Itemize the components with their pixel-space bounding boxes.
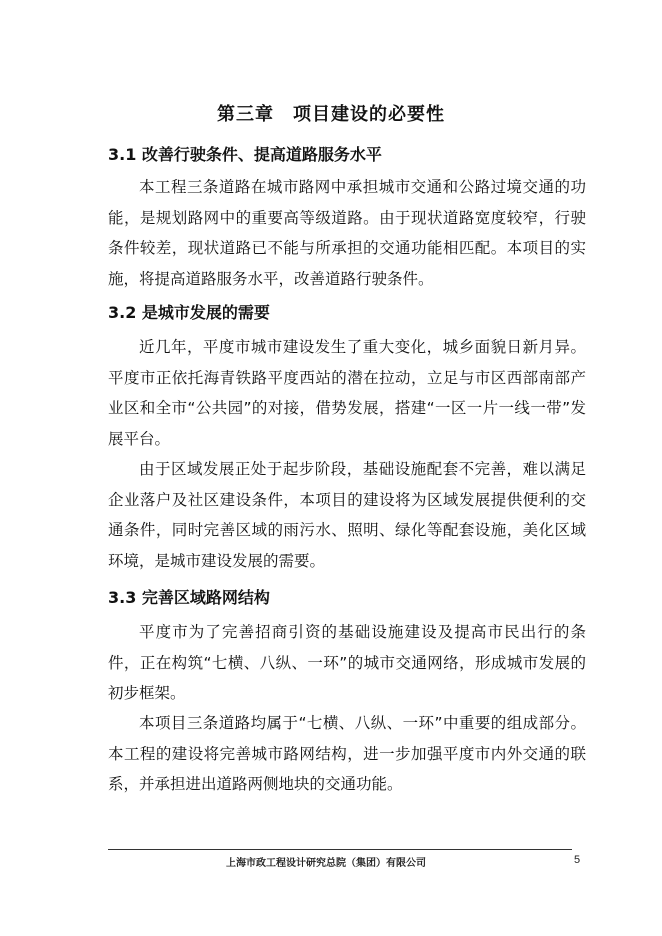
paragraph: 近几年，平度市城市建设发生了重大变化，城乡面貌日新月异。平度市正依托海青铁路平度西站的潜在拉动，立足与市区西部南部产业区和全市“公共园”的对接，借势发展，搭建“一区一片一线一带”发展平台。 bbox=[108, 338, 586, 448]
section-heading-3-1: 3.1 改善行驶条件、提高道路服务水平 bbox=[108, 145, 382, 164]
page-number: 5 bbox=[574, 854, 581, 866]
footer-organization: 上海市政工程设计研究总院（集团）有限公司 bbox=[226, 858, 426, 869]
paragraph: 由于区域发展正处于起步阶段，基础设施配套不完善，难以满足企业落户及社区建设条件，本项目的建设将为区域发展提供便利的交通条件，同时完善区域的雨污水、照明、绿化等配套设施，美化区域环境，是城市建设发展的需要。 bbox=[108, 460, 586, 570]
paragraph: 本项目三条道路均属于“七横、八纵、一环”中重要的组成部分。本工程的建设将完善城市路网结构，进一步加强平度市内外交通的联系，并承担进出道路两侧地块的交通功能。 bbox=[108, 714, 586, 793]
section-heading-3-3: 3.3 完善区域路网结构 bbox=[108, 588, 270, 607]
chapter-title: 第三章 项目建设的必要性 bbox=[217, 104, 445, 125]
paragraph: 平度市为了完善招商引资的基础设施建设及提高市民出行的条件，正在构筑“七横、八纵、一环”的城市交通网络，形成城市发展的初步框架。 bbox=[108, 623, 586, 702]
section-heading-3-2: 3.2 是城市发展的需要 bbox=[108, 303, 270, 322]
paragraph: 本工程三条道路在城市路网中承担城市交通和公路过境交通的功能，是规划路网中的重要高等级道路。由于现状道路宽度较窄，行驶条件较差，现状道路已不能与所承担的交通功能相匹配。本项目的实施，将提高道路服务水平，改善道路行驶条件。 bbox=[108, 178, 586, 288]
footer-divider bbox=[108, 849, 572, 850]
